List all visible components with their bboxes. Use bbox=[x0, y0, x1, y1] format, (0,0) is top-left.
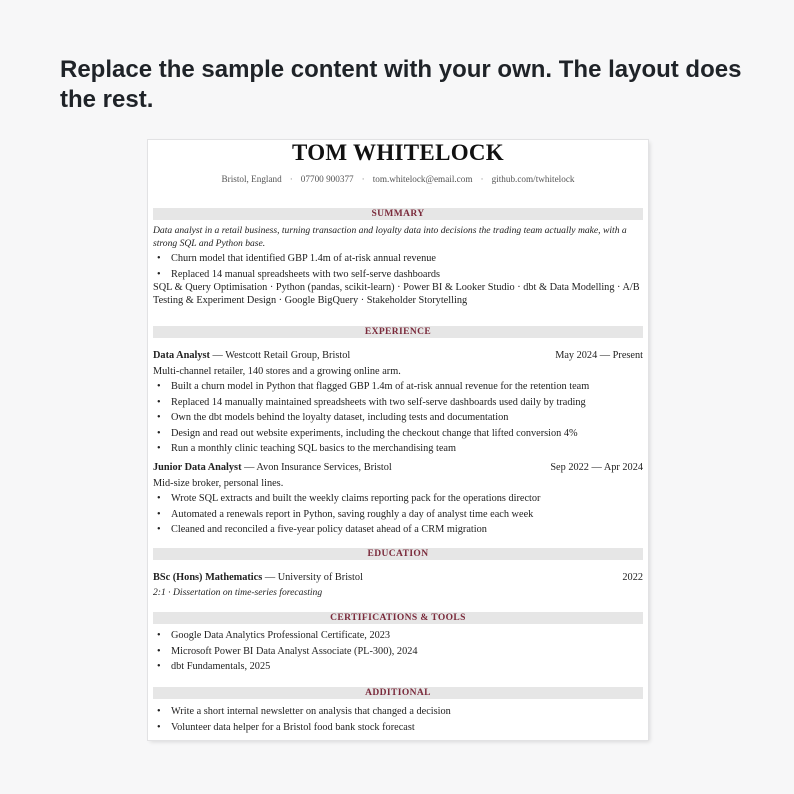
page-headline: Replace the sample content with your own. The layout does the rest. bbox=[60, 56, 742, 113]
contact-phone: 07700 900377 bbox=[300, 174, 354, 184]
list-item: • Own the dbt models behind the loyalty dataset, including tests and documentation bbox=[153, 410, 643, 426]
degree-title: BSc (Hons) Mathematics bbox=[153, 572, 263, 583]
list-item: • Google Data Analytics Professional Certificate, 2023 bbox=[153, 628, 643, 644]
list-item: • Run a monthly clinic teaching SQL basics to the merchandising team bbox=[153, 441, 643, 457]
list-item: • Microsoft Power BI Data Analyst Associate (PL-300), 2024 bbox=[153, 644, 643, 660]
section-header-summary: SUMMARY bbox=[153, 208, 643, 220]
job-entry bbox=[153, 348, 643, 457]
contact-separator: · bbox=[361, 174, 365, 184]
skills-line: SQL & Query Optimisation · Python (pandas, scikit-learn) · Power BI & Looker Studio · dbt & Data Modelling · A/B Testing & Experiment Design · Google BigQuery · Stakeholder Storytelling bbox=[153, 282, 640, 306]
job-description: Multi-channel retailer, 140 stores and a growing online arm. bbox=[153, 365, 401, 377]
education-detail: 2:1 · Dissertation on time-series forecasting bbox=[153, 586, 323, 598]
job-title: Data Analyst bbox=[153, 350, 210, 361]
list-item: • Churn model that identified GBP 1.4m of at-risk annual revenue bbox=[153, 251, 643, 267]
job-org: — Westcott Retail Group, Bristol bbox=[209, 350, 351, 361]
job-entry bbox=[153, 460, 643, 538]
resume-name: TOM WHITELOCK bbox=[291, 140, 504, 165]
list-item: • Wrote SQL extracts and built the weekly claims reporting pack for the operations director bbox=[153, 491, 643, 507]
job-heading bbox=[153, 348, 643, 364]
job-bullets bbox=[153, 379, 643, 457]
job-org: — Avon Insurance Services, Bristol bbox=[241, 462, 392, 473]
additional-list bbox=[153, 704, 643, 735]
job-heading bbox=[153, 460, 643, 476]
list-item: • Cleaned and reconciled a five-year policy dataset ahead of a CRM migration bbox=[153, 522, 643, 538]
certifications-list bbox=[153, 628, 643, 675]
section-header-additional: ADDITIONAL bbox=[153, 687, 643, 699]
contact-email: tom.whitelock@email.com bbox=[372, 174, 473, 184]
education-entry bbox=[153, 570, 643, 599]
summary-block bbox=[153, 224, 643, 307]
contact-location: Bristol, England bbox=[221, 174, 282, 184]
additional-block bbox=[153, 704, 643, 735]
contact-separator: · bbox=[289, 174, 293, 184]
list-item: • Automated a renewals report in Python, saving roughly a day of analyst time each week bbox=[153, 507, 643, 523]
list-item: • Replaced 14 manual spreadsheets with two self-serve dashboards bbox=[153, 267, 643, 283]
section-header-education: EDUCATION bbox=[153, 548, 643, 560]
certifications-block bbox=[153, 628, 643, 675]
job-dates: Sep 2022 — Apr 2024 bbox=[550, 462, 643, 473]
job-title: Junior Data Analyst bbox=[153, 462, 242, 473]
education-heading bbox=[153, 570, 643, 586]
summary-text: Data analyst in a retail business, turning transaction and loyalty data into decisions the trading team actually make, with a strong SQL and Python base. bbox=[153, 225, 627, 249]
list-item: • Volunteer data helper for a Bristol food bank stock forecast bbox=[153, 720, 643, 736]
contact-github: github.com/twhitelock bbox=[491, 174, 575, 184]
section-header-certifications: CERTIFICATIONS & TOOLS bbox=[153, 612, 643, 624]
list-item: • Write a short internal newsletter on analysis that changed a decision bbox=[153, 704, 643, 720]
school-name: — University of Bristol bbox=[262, 572, 363, 583]
graduation-year: 2022 bbox=[622, 572, 643, 583]
contact-separator: · bbox=[480, 174, 484, 184]
job-description: Mid-size broker, personal lines. bbox=[153, 477, 284, 489]
job-bullets bbox=[153, 491, 643, 538]
job-dates: May 2024 — Present bbox=[555, 350, 643, 361]
resume-page bbox=[148, 140, 648, 740]
section-header-experience: EXPERIENCE bbox=[153, 326, 643, 338]
summary-bullets bbox=[153, 251, 643, 282]
list-item: • Design and read out website experiments, including the checkout change that lifted conversion 4% bbox=[153, 426, 643, 442]
list-item: • dbt Fundamentals, 2025 bbox=[153, 659, 643, 675]
list-item: • Built a churn model in Python that flagged GBP 1.4m of at-risk annual revenue for the retention team bbox=[153, 379, 643, 395]
contact-line bbox=[148, 173, 648, 185]
list-item: • Replaced 14 manually maintained spreadsheets with two self-serve dashboards used daily by trading bbox=[153, 395, 643, 411]
